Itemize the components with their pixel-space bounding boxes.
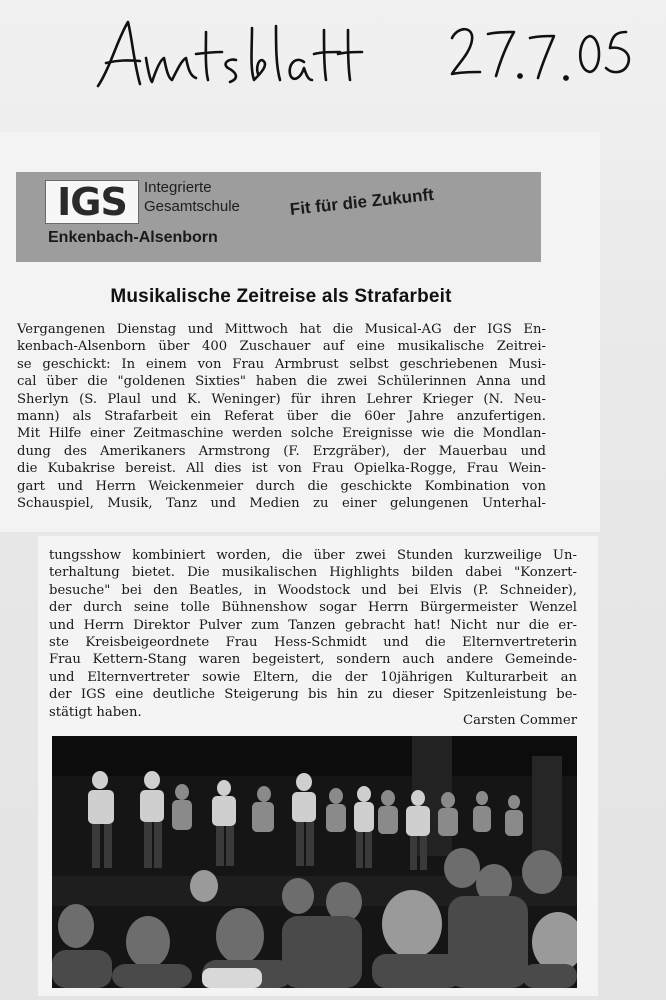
text-line: se geschickt: In einem von Frau Armbrust selbst geschriebenen Musi-: [17, 356, 546, 372]
school-place: Enkenbach-Alsenborn: [48, 229, 218, 246]
text-line: gart und Herrn Weickenmeier durch die geschickte Kombination von: [17, 478, 546, 494]
igs-logo: [45, 180, 139, 224]
text-line: Sherlyn (S. Plaul und K. Weninger) für ihren Lehrer Krieger (N. Neu-: [17, 391, 546, 407]
article-author: Carsten Commer: [463, 713, 577, 728]
school-type-line2: Gesamtschule: [144, 198, 240, 215]
text-line: mann) als Strafarbeit ein Referat über die 60er Jahre anzufertigen.: [17, 409, 546, 425]
photo-drawing: [52, 736, 577, 988]
text-line: cal über die "goldenen Sixties" haben die zwei Schülerinnen Anna und: [17, 374, 546, 390]
article-headline: Musikalische Zeitreise als Strafarbeit: [110, 286, 452, 307]
banner-slogan: Fit für die Zukunft: [288, 184, 435, 219]
text-line: besuche" bei den Beatles, in Woodstock und bei Elvis (P. Schneider),: [49, 582, 577, 598]
school-type: [144, 178, 274, 216]
logo-text: IGS: [57, 180, 127, 224]
text-line: und Elternvertreter sowie Eltern, die der 10jährigen Kulturarbeit an: [49, 669, 577, 685]
text-line: Frau Kettern-Stang waren begeistert, sondern auch andere Gemeinde-: [49, 652, 577, 668]
text-line: tungsshow kombiniert worden, die über zwei Stunden kurzweilige Un-: [49, 548, 577, 563]
text-line: kenbach-Alsenborn über 400 Zuschauer auf eine musikalische Zeitrei-: [17, 339, 546, 355]
text-line: Vergangenen Dienstag und Mittwoch hat die Musical-AG der IGS En-: [17, 322, 546, 337]
handwritten-note: [0, 8, 666, 108]
article-body-lower: [49, 547, 577, 721]
text-line: dung des Amerikaners Armstrong (F. Erzgräber), der Mauerbau und: [17, 443, 546, 459]
handwriting-drawing: [0, 8, 666, 108]
text-line: Mit Hilfe einer Zeitmaschine werden solche Ereignisse wie die Mondlan-: [17, 426, 546, 442]
text-line: ste Kreisbeigeordnete Frau Hess-Schmidt und die Elternvertreterin: [49, 635, 577, 651]
article-body-upper: [17, 321, 546, 512]
text-line: der durch seine tolle Bühnenshow sogar Herrn Bürgermeister Wenzel: [49, 600, 577, 616]
text-line: die Kubakrise bereist. All dies ist von Frau Opielka-Rogge, Frau Wein-: [17, 461, 546, 477]
school-type-line1: Integrierte: [144, 179, 212, 196]
text-line: der IGS eine deutliche Steigerung bis hin zu dieser Spitzenleistung be-: [49, 687, 577, 703]
text-line: Schauspiel, Musik, Tanz und Medien zu einer gelungenen Unterhal-: [17, 496, 546, 512]
stage-photo: [52, 736, 577, 988]
text-line: stätigt haben.: [49, 704, 142, 720]
text-line: und Herrn Direktor Pulver zum Tanzen gebracht hat! Nicht nur die er-: [49, 617, 577, 633]
text-line: terhaltung bietet. Die musikalischen Highlights bilden dabei "Konzert-: [49, 565, 577, 581]
